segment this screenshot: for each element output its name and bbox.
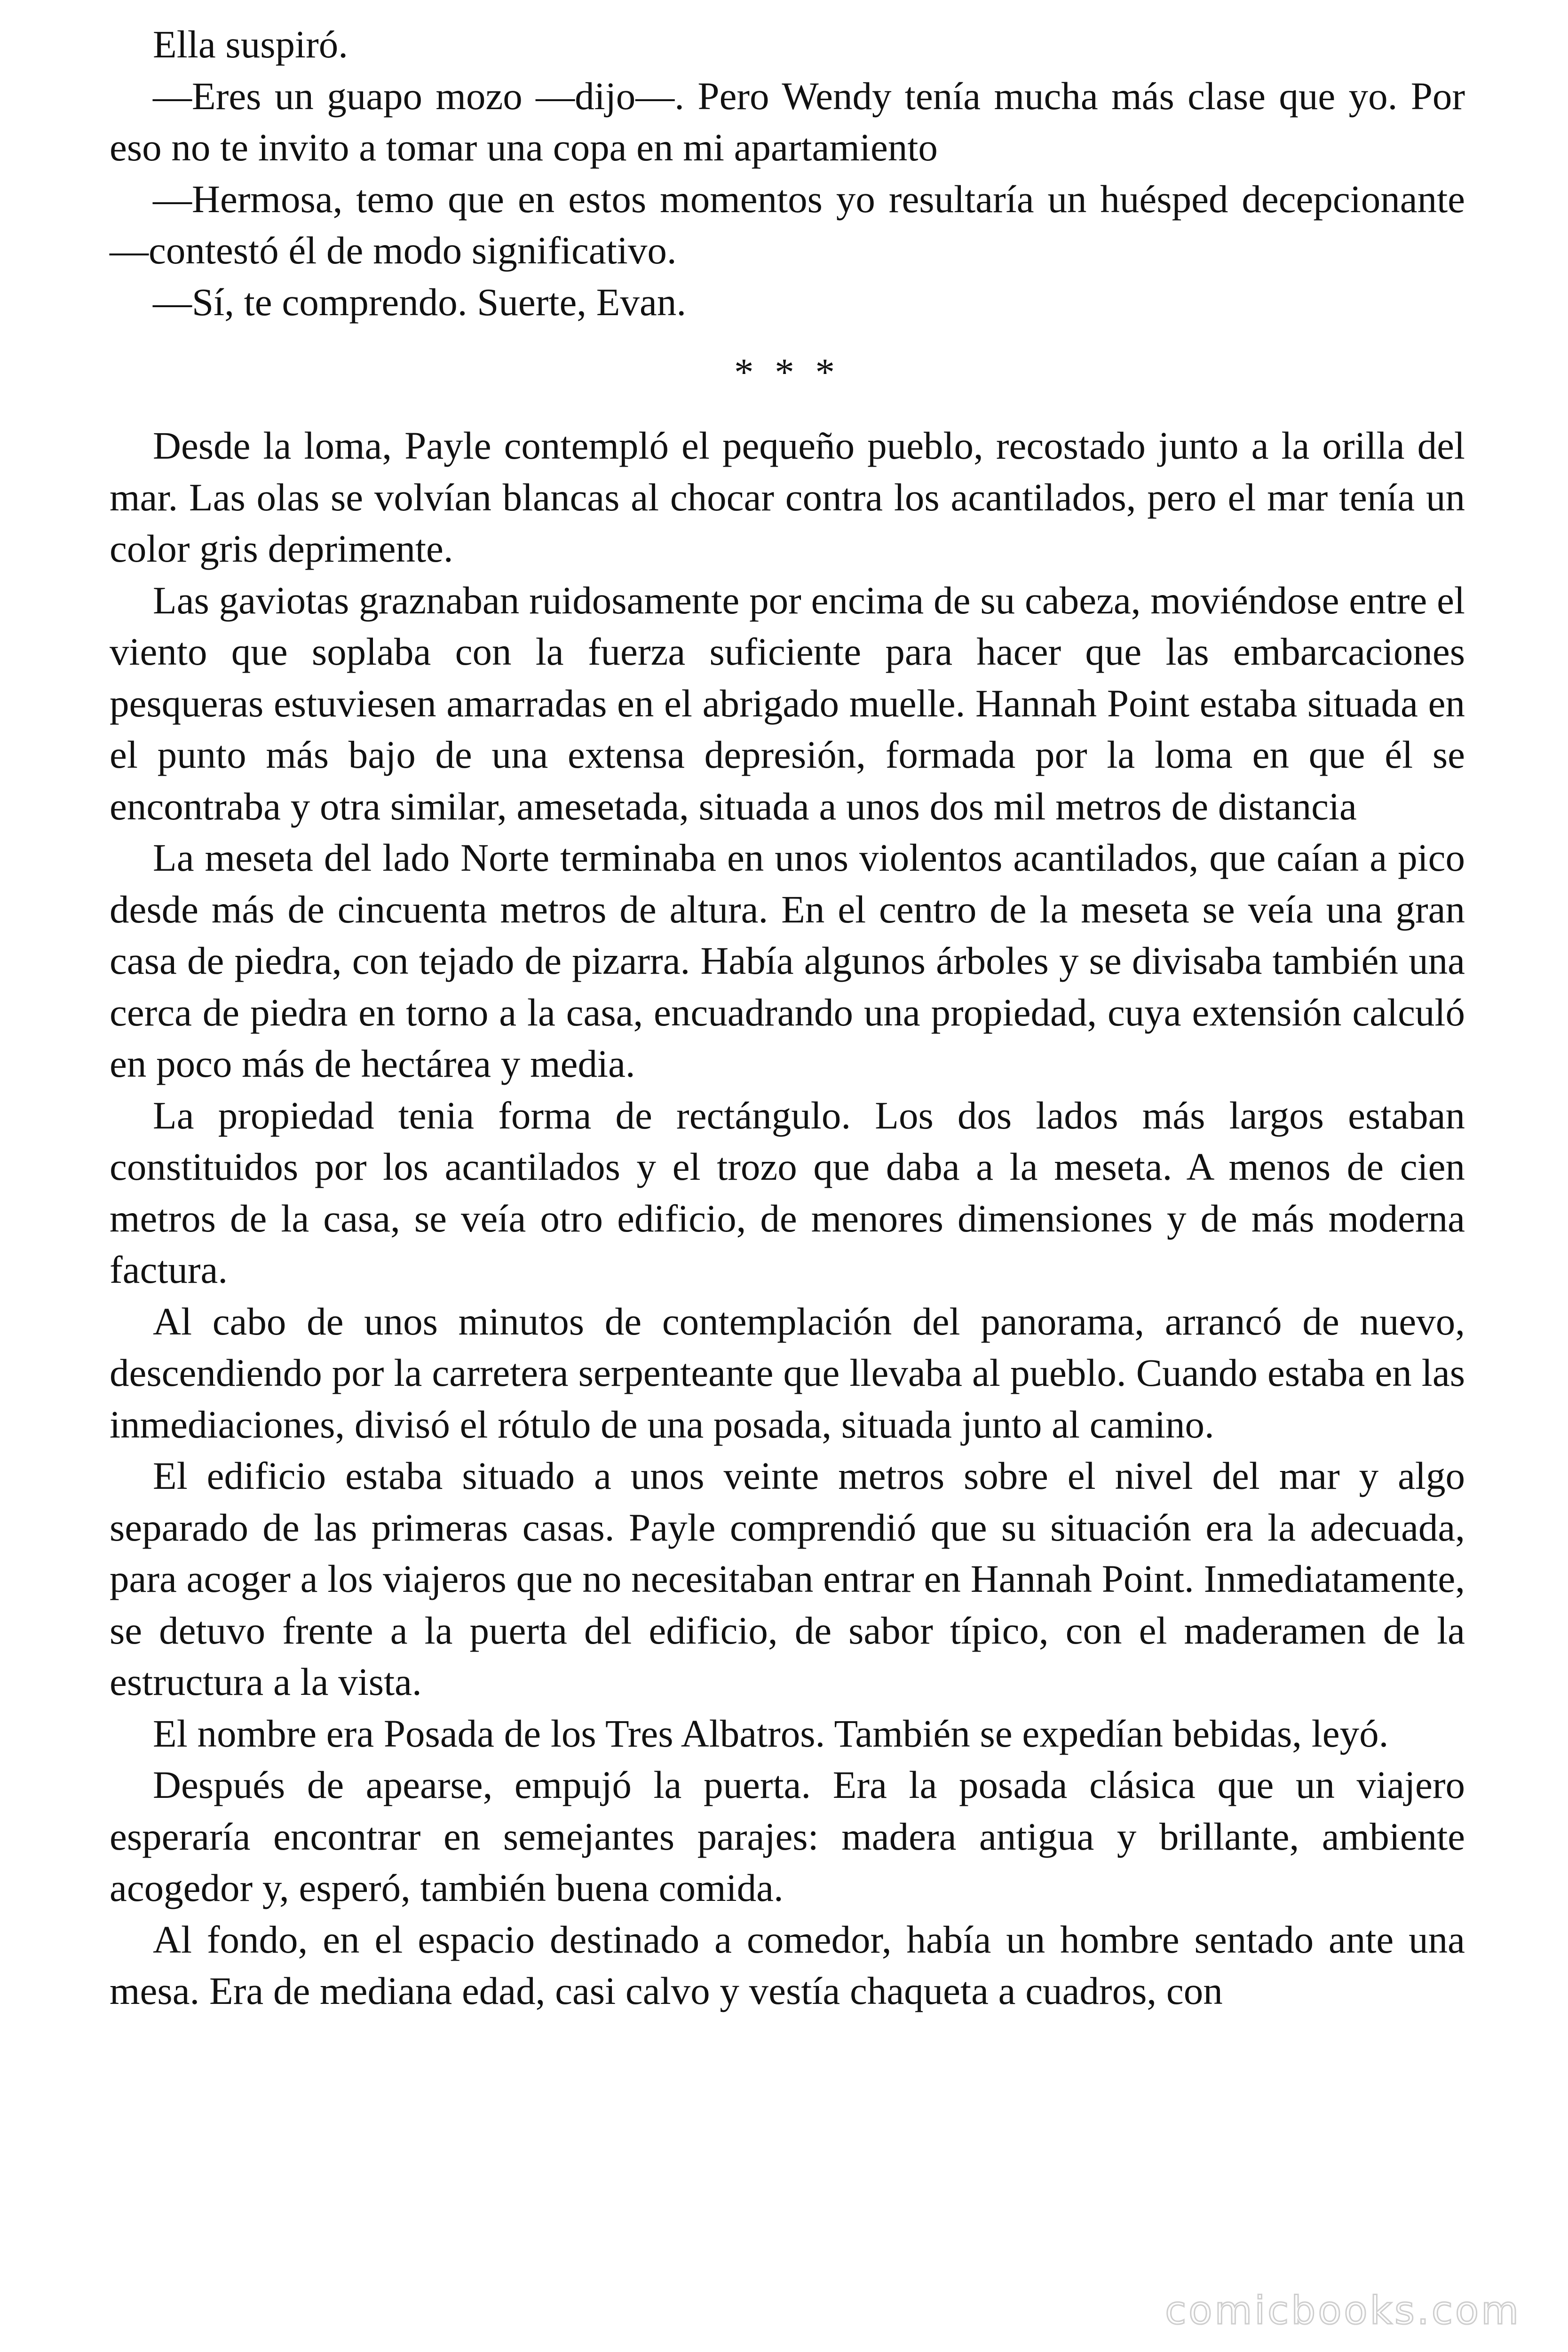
paragraph: Al fondo, en el espacio destinado a comedor, había un hombre sentado ante una mesa. Era de mediana edad, casi calvo y vestía chaqueta a cuadros, con	[110, 1917, 1465, 2012]
paragraph: —Sí, te comprendo. Suerte, Evan.	[153, 280, 687, 324]
section-break	[110, 328, 1465, 420]
paragraph: El nombre era Posada de los Tres Albatros. También se expedían bebidas, leyó.	[153, 1711, 1389, 1755]
paragraph: La meseta del lado Norte terminaba en unos violentos acantilados, que caían a pico desde más de cincuenta metros de altura. En el centro de la meseta se veía una gran casa de piedra, con tejado de pizarra. Había algunos árboles y se divisaba también una cerca de piedra en torno a la casa, encuadrando una propiedad, cuya extensión calculó en poco más de hectárea y media.	[110, 836, 1465, 1085]
paragraph: El edificio estaba situado a unos veinte metros sobre el nivel del mar y algo separado de las primeras casas. Payle comprendió que su situación era la adecuada, para acoger a los viajeros que no necesitaban entrar en Hannah Point. Inmediatamente, se detuvo frente a la puerta del edificio, de sabor típico, con el maderamen de la estructura a la vista.	[110, 1454, 1465, 1703]
body-text	[110, 19, 1465, 2017]
paragraph: Las gaviotas graznaban ruidosamente por encima de su cabeza, moviéndose entre el viento que soplaba con la fuerza suficiente para hacer que las embarcaciones pesqueras estuviesen amarradas en el abrigado muelle. Hannah Point estaba situada en el punto más bajo de una extensa depresión, formada por la loma en que él se encontraba y otra similar, amesetada, situada a unos dos mil metros de distancia	[110, 578, 1465, 828]
paragraph: Ella suspiró.	[153, 23, 348, 66]
paragraph: Al cabo de unos minutos de contemplación del panorama, arrancó de nuevo, descendiendo por la carretera serpenteante que llevaba al pueblo. Cuando estaba en las inmediaciones, divisó el rótulo de una posada, situada junto al camino.	[110, 1299, 1465, 1446]
paragraph: —Eres un guapo mozo —dijo—. Pero Wendy tenía mucha más clase que yo. Por eso no te invito a tomar una copa en mi apartamiento	[110, 74, 1465, 169]
paragraph: —Hermosa, temo que en estos momentos yo resultaría un huésped decepcionante —contestó él de modo significativo.	[110, 177, 1465, 272]
watermark: comicbooks.com	[1165, 2288, 1521, 2333]
paragraph: Después de apearse, empujó la puerta. Era la posada clásica que un viajero esperaría encontrar en semejantes parajes: madera antigua y brillante, ambiente acogedor y, esperó, también buena comida.	[110, 1763, 1465, 1909]
paragraph: La propiedad tenia forma de rectángulo. Los dos lados más largos estaban constituidos por los acantilados y el trozo que daba a la meseta. A menos de cien metros de la casa, se veía otro edificio, de menores dimensiones y de más moderna factura.	[110, 1093, 1465, 1291]
section-break-asterisks: * * *	[734, 350, 840, 394]
paragraph: Desde la loma, Payle contempló el pequeño pueblo, recostado junto a la orilla del mar. Las olas se volvían blancas al chocar contra los acantilados, pero el mar tenía un color gris deprimente.	[110, 424, 1465, 570]
